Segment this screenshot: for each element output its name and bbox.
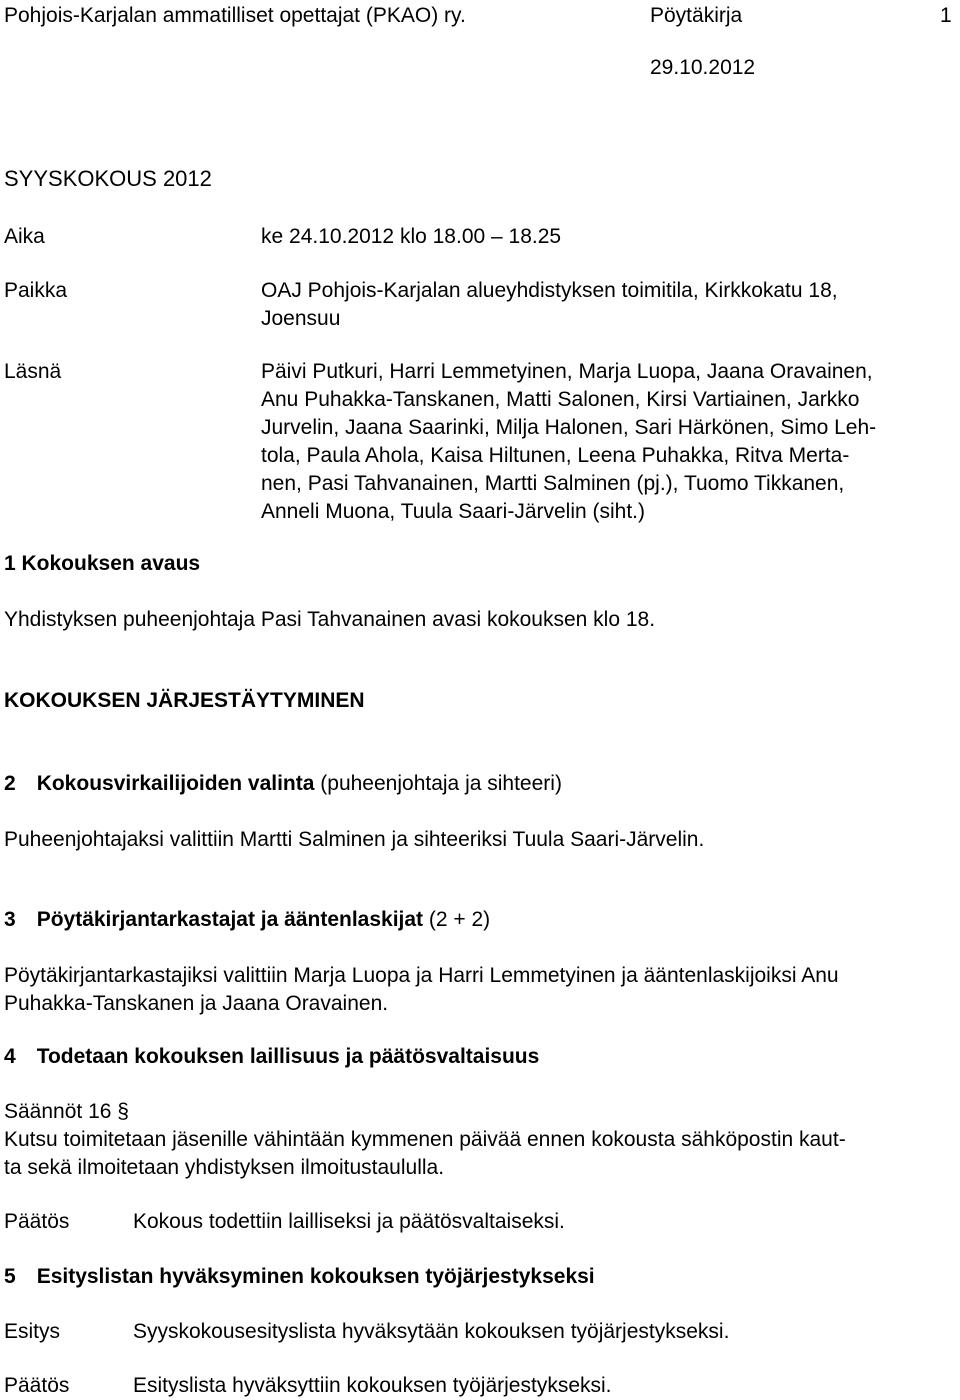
- paikka-label: Paikka: [4, 279, 68, 302]
- organization-name: Pohjois-Karjalan ammatilliset opettajat (PKAO) ry.: [4, 4, 466, 27]
- page-title: SYYSKOKOUS 2012: [4, 166, 212, 191]
- section-5-number: 5: [4, 1265, 16, 1288]
- section-5-heading: Esityslistan hyväksyminen kokouksen työjärjestykseksi: [36, 1265, 595, 1288]
- attendee-line: nen, Pasi Tahvanainen, Martti Salminen (pj.), Tuomo Tikkanen,: [261, 472, 845, 495]
- document-date: 29.10.2012: [650, 56, 756, 79]
- section-3-heading-note: (2 + 2): [428, 908, 491, 931]
- page-number: 1: [940, 4, 952, 27]
- attendee-line: tola, Paula Ahola, Kaisa Hiltunen, Leena Puhakka, Ritva Merta-: [261, 444, 850, 467]
- section-3-text-line: Pöytäkirjantarkastajiksi valittiin Marja Luopa ja Harri Lemmetyinen ja ääntenlaskijoiksi Anu: [4, 964, 839, 987]
- section-4-rule: Säännöt 16 §: [4, 1100, 129, 1123]
- section-5-heading-row: [4, 1263, 595, 1291]
- document-type: Pöytäkirja: [650, 4, 743, 27]
- section-4-text-line: Kutsu toimitetaan jäsenille vähintään kymmenen päivää ennen kokousta sähköpostin kaut-: [4, 1128, 846, 1151]
- attendee-line: Päivi Putkuri, Harri Lemmetyinen, Marja Luopa, Jaana Oravainen,: [261, 360, 873, 383]
- section-3-heading-row: [4, 906, 490, 934]
- section-2-heading: Kokousvirkailijoiden valinta: [36, 772, 315, 795]
- section-3-heading: Pöytäkirjantarkastajat ja ääntenlaskijat: [36, 908, 424, 931]
- section-3-number: 3: [4, 908, 16, 931]
- section-4-decision-label: Päätös: [4, 1210, 70, 1233]
- section-5-decision-label: Päätös: [4, 1374, 70, 1397]
- attendee-line: Jurvelin, Jaana Saarinki, Milja Halonen, Sari Härkönen, Simo Leh-: [261, 416, 877, 439]
- section-5-proposal: Syyskokousesityslista hyväksytään kokouksen työjärjestykseksi.: [133, 1320, 730, 1343]
- attendee-line: Anu Puhakka-Tanskanen, Matti Salonen, Kirsi Vartiainen, Jarkko: [261, 388, 860, 411]
- paikka-line-2: Joensuu: [261, 307, 341, 330]
- section-5-proposal-label: Esitys: [4, 1320, 61, 1343]
- section-3-text-line: Puhakka-Tanskanen ja Jaana Oravainen.: [4, 992, 389, 1015]
- organizing-heading: KOKOUKSEN JÄRJESTÄYTYMINEN: [4, 689, 365, 712]
- paikka-line-1: OAJ Pohjois-Karjalan alueyhdistyksen toimitila, Kirkkokatu 18,: [261, 279, 838, 302]
- section-1-text: Yhdistyksen puheenjohtaja Pasi Tahvanainen avasi kokouksen klo 18.: [4, 608, 656, 631]
- attendee-line: Anneli Muona, Tuula Saari-Järvelin (siht.): [261, 500, 646, 523]
- section-5-decision: Esityslista hyväksyttiin kokouksen työjärjestykseksi.: [133, 1374, 612, 1397]
- section-2-number: 2: [4, 772, 16, 795]
- section-4-decision: Kokous todettiin lailliseksi ja päätösvaltaiseksi.: [133, 1210, 565, 1233]
- section-4-heading-row: [4, 1043, 539, 1071]
- section-4-text-line: ta sekä ilmoitetaan yhdistyksen ilmoitustaululla.: [4, 1156, 445, 1179]
- section-4-heading: Todetaan kokouksen laillisuus ja päätösvaltaisuus: [36, 1045, 540, 1068]
- lasna-label: Läsnä: [4, 360, 62, 383]
- section-2-text: Puheenjohtajaksi valittiin Martti Salminen ja sihteeriksi Tuula Saari-Järvelin.: [4, 828, 705, 851]
- section-2-heading-row: [4, 770, 562, 798]
- section-4-number: 4: [4, 1045, 16, 1068]
- section-1-heading: 1 Kokouksen avaus: [4, 552, 201, 575]
- aika-label: Aika: [4, 225, 45, 248]
- aika-value: ke 24.10.2012 klo 18.00 – 18.25: [261, 225, 562, 248]
- section-2-heading-note: (puheenjohtaja ja sihteeri): [320, 772, 562, 795]
